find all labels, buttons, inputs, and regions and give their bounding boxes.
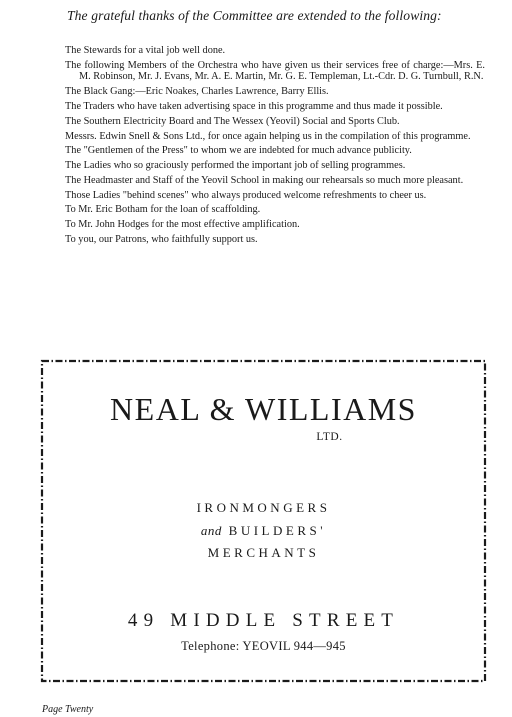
thanks-item: The Ladies who so graciously performed the important job of selling programmes.: [65, 160, 406, 172]
company-suffix: LTD.: [316, 431, 343, 443]
trade-line-merchants: MERCHANTS: [207, 545, 320, 560]
thanks-item: To Mr. John Hodges for the most effective amplification.: [65, 219, 300, 231]
company-name: NEAL & WILLIAMS: [110, 391, 417, 427]
thanks-item: The Black Gang:—Eric Noakes, Charles Lawrence, Barry Ellis.: [65, 86, 329, 98]
thanks-list: [65, 45, 485, 249]
company-address: 49 MIDDLE STREET: [127, 610, 400, 631]
trade-line-builders: [40, 523, 487, 539]
thanks-item: The Stewards for a vital job well done.: [65, 45, 226, 56]
thanks-item: The Traders who have taken advertising space in this programme and thus made it possible.: [65, 100, 443, 112]
thanks-item: Those Ladies "behind scenes" who always produced welcome refreshments to cheer us.: [65, 189, 427, 201]
thanks-heading: The grateful thanks of the Committee are extended to the following:: [67, 8, 442, 23]
thanks-item: The Headmaster and Staff of the Yeovil School in making our rehearsals so much more pleasant.: [65, 174, 464, 186]
company-telephone: Telephone: YEOVIL 944—945: [181, 639, 346, 653]
thanks-item: To Mr. Eric Botham for the loan of scaffolding.: [65, 204, 261, 216]
page-number: Page Twenty: [42, 704, 94, 715]
advertisement-box: [40, 359, 487, 683]
thanks-item: The following Members of the Orchestra who have given us their services free of charge:—Mrs. E. M. Robinson, Mr. J. Evans, Mr. A. E. Martin, Mr. G. E. Templeman, Lt.-Cdr. D. G. Turnbull, R.N.: [65, 59, 485, 83]
thanks-item: To you, our Patrons, who faithfully support us.: [65, 233, 258, 245]
thanks-item: Messrs. Edwin Snell & Sons Ltd., for once again helping us in the compilation of this programme.: [65, 130, 471, 142]
thanks-item: The "Gentlemen of the Press" to whom we are indebted for much advance publicity.: [65, 145, 412, 157]
thanks-item: The Southern Electricity Board and The Wessex (Yeovil) Social and Sports Club.: [65, 115, 400, 127]
trade-line-ironmongers: IRONMONGERS: [196, 500, 331, 515]
trade-conjunction: and: [200, 523, 222, 538]
trade-builders: BUILDERS': [228, 523, 327, 538]
